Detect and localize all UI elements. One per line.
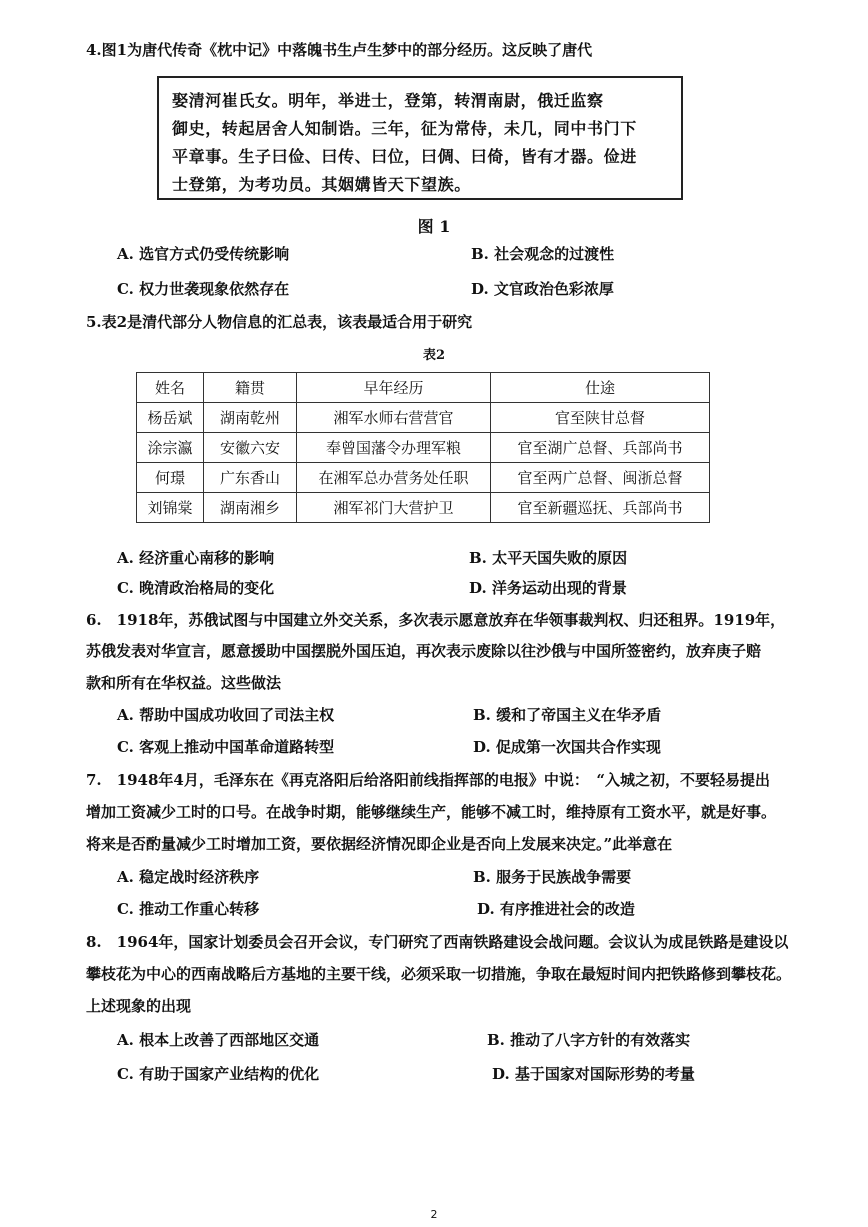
table-row	[137, 403, 710, 433]
table-cell: 湘军水师右营营官	[297, 403, 491, 433]
table-cell: 官至新疆巡抚、兵部尚书	[491, 493, 710, 523]
table-cell: 官至湖广总督、兵部尚书	[491, 433, 710, 463]
q4-option-b[interactable]: B. 社会观念的过渡性	[471, 245, 615, 263]
q4-option-c[interactable]: C. 权力世袭现象依然存在	[117, 280, 290, 298]
table-cell: 湖南乾州	[204, 403, 297, 433]
table-cell: 安徽六安	[204, 433, 297, 463]
q5-option-a[interactable]: A. 经济重心南移的影响	[117, 549, 275, 567]
table-cell: 湖南湘乡	[204, 493, 297, 523]
q7-stem-line-2: 增加工资减少工时的口号。在战争时期，能够继续生产，能够不减工时，维持原有工资水平，就是好事。	[86, 803, 777, 821]
q6-stem-line-3: 款和所有在华权益。这些做法	[86, 674, 282, 692]
q8-option-c[interactable]: C. 有助于国家产业结构的优化	[117, 1065, 320, 1083]
table-cell: 广东香山	[204, 463, 297, 493]
q8-option-a[interactable]: A. 根本上改善了西部地区交通	[117, 1031, 320, 1049]
q5-option-d[interactable]: D. 洋务运动出现的背景	[469, 579, 627, 597]
table-cell: 官至陕甘总督	[491, 403, 710, 433]
q8-option-d[interactable]: D. 基于国家对国际形势的考量	[492, 1065, 695, 1083]
table-cell: 刘锦棠	[137, 493, 204, 523]
q4-quote-line-4: 士登第，为考功员。其姻媾皆天下望族。	[172, 175, 471, 194]
q4-quote-line-3: 平章事。生子曰俭、曰传、曰位，曰倜、曰倚，皆有才器。俭进	[172, 147, 637, 166]
q6-stem-line-2: 苏俄发表对华宣言，愿意援助中国摆脱外国压迫，再次表示废除以往沙俄与中国所签密约，放弃庚子赔	[86, 642, 762, 660]
q7-stem-line-1: 7. 1948年4月，毛泽东在《再克洛阳后给洛阳前线指挥部的电报》中说： “入城之初，不要轻易提出	[86, 771, 770, 789]
q8-stem-line-2: 攀枝花为中心的西南战略后方基地的主要干线，必须采取一切措施，争取在最短时间内把铁路修到攀枝花。	[86, 965, 792, 983]
q6-option-b[interactable]: B. 缓和了帝国主义在华矛盾	[473, 706, 662, 724]
table-cell: 湘军祁门大营护卫	[297, 493, 491, 523]
q7-option-d[interactable]: D. 有序推进社会的改造	[477, 900, 635, 918]
table-cell: 何璟	[137, 463, 204, 493]
table-header-cell: 姓名	[137, 373, 204, 403]
q5-table	[136, 372, 710, 523]
q8-stem-line-1: 8. 1964年，国家计划委员会召开会议，专门研究了西南铁路建设会战问题。会议认为成昆铁路是建设以	[86, 933, 789, 951]
q7-option-c[interactable]: C. 推动工作重心转移	[117, 900, 260, 918]
q7-stem-line-3: 将来是否酌量减少工时增加工资，要依据经济情况即企业是否向上发展来决定。”此举意在	[86, 835, 673, 853]
q4-stem: 4.图1为唐代传奇《枕中记》中落魄书生卢生梦中的部分经历。这反映了唐代	[86, 41, 593, 59]
q4-quote-line-2: 御史，转起居舍人知制诰。三年，征为常侍，未几，同中书门下	[172, 119, 637, 138]
q6-stem-line-1: 6. 1918年，苏俄试图与中国建立外交关系，多次表示愿意放弃在华领事裁判权、归还租界。1919年，	[86, 611, 786, 629]
table-row	[137, 433, 710, 463]
q7-option-b[interactable]: B. 服务于民族战争需要	[473, 868, 632, 886]
q5-stem: 5.表2是清代部分人物信息的汇总表，该表最适合用于研究	[86, 313, 473, 331]
q5-option-c[interactable]: C. 晚清政治格局的变化	[117, 579, 275, 597]
table-header-cell: 早年经历	[297, 373, 491, 403]
table-cell: 涂宗瀛	[137, 433, 204, 463]
q7-option-a[interactable]: A. 稳定战时经济秩序	[117, 868, 260, 886]
q5-option-b[interactable]: B. 太平天国失败的原因	[469, 549, 628, 567]
table-header-row	[137, 373, 710, 403]
q4-option-a[interactable]: A. 选官方式仍受传统影响	[117, 245, 290, 263]
table-header-cell: 籍贯	[204, 373, 297, 403]
q8-option-b[interactable]: B. 推动了八字方针的有效落实	[487, 1031, 691, 1049]
q6-option-c[interactable]: C. 客观上推动中国革命道路转型	[117, 738, 335, 756]
table-cell: 官至两广总督、闽浙总督	[491, 463, 710, 493]
table-cell: 奉曾国藩令办理军粮	[297, 433, 491, 463]
table-row	[137, 493, 710, 523]
table-header-cell: 仕途	[491, 373, 710, 403]
table-cell: 在湘军总办营务处任职	[297, 463, 491, 493]
q6-option-d[interactable]: D. 促成第一次国共合作实现	[473, 738, 661, 756]
q4-figure-caption: 图 1	[417, 217, 451, 236]
q4-option-d[interactable]: D. 文官政治色彩浓厚	[471, 280, 614, 298]
table-cell: 杨岳斌	[137, 403, 204, 433]
table-row	[137, 463, 710, 493]
q6-option-a[interactable]: A. 帮助中国成功收回了司法主权	[117, 706, 335, 724]
q4-quote-line-1: 娶清河崔氏女。明年，举进士，登第，转渭南尉，俄迁监察	[172, 91, 604, 110]
q5-table-caption: 表2	[422, 348, 446, 363]
q8-stem-line-3: 上述现象的出现	[86, 997, 192, 1015]
page-number: 2	[430, 1208, 438, 1221]
